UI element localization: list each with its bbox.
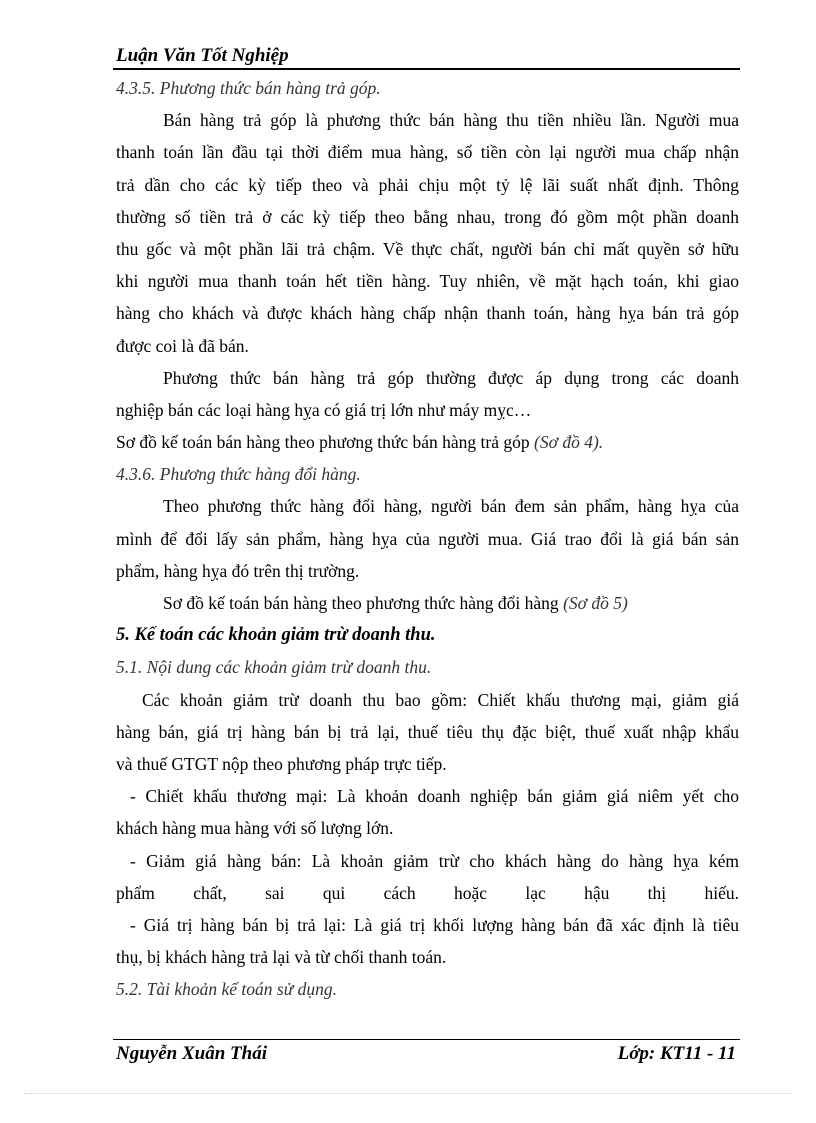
paragraph-line: nghiệp bán các loại hàng hỵa có giá trị lớn như máy mỵc… — [116, 399, 532, 420]
paragraph-line: khách hàng mua hàng với số lượng lớn. — [116, 818, 394, 839]
paragraph-line: hàng cho khách và được khách hàng chấp nhận thanh toán, hàng hỵa bán trả góp — [116, 303, 739, 324]
section-heading-5: 5. Kế toán các khoản giảm trừ doanh thu. — [116, 625, 436, 646]
paragraph-line: được coi là đã bán. — [116, 335, 249, 356]
header-rule — [113, 68, 740, 70]
paragraph-line: phẩm, hàng hỵa đó trên thị trường. — [116, 560, 360, 581]
bullet-line: - Giảm giá hàng bán: Là khoản giảm trừ cho khách hàng do hàng hỵa kém — [130, 850, 739, 871]
footer-author: Nguyễn Xuân Thái — [116, 1043, 267, 1064]
footer-class-label: Lớp: KT11 - 11 — [617, 1043, 736, 1064]
paragraph-line: thường số tiền trả ở các kỳ tiếp theo bằng nhau, trong đó gồm một phần doanh — [116, 206, 739, 227]
diagram-reference-label: (Sơ đồ 5) — [563, 593, 628, 613]
paragraph-line: Bán hàng trả góp là phương thức bán hàng thu tiền nhiều lần. Người mua — [163, 110, 739, 131]
bullet-line: - Giá trị hàng bán bị trả lại: Là giá trị khối lượng hàng bán đã xác định là tiêu — [130, 914, 739, 935]
diagram-reference-text: Sơ đồ kế toán bán hàng theo phương thức bán hàng trả góp — [116, 432, 535, 453]
paragraph-line: Các khoản giảm trừ doanh thu bao gồm: Chiết khấu thương mại, giảm giá — [142, 689, 739, 710]
paragraph-line: Phương thức bán hàng trả góp thường được áp dụng trong các doanh — [163, 367, 739, 388]
subsection-heading-4-3-6: 4.3.6. Phương thức hàng đổi hàng. — [116, 464, 361, 485]
paragraph-line: mình để đổi lấy sản phẩm, hàng hỵa của người mua. Giá trao đổi là giá bán sản — [116, 528, 739, 549]
subsection-heading-5-1: 5.1. Nội dung các khoản giảm trừ doanh thu. — [116, 657, 432, 678]
paragraph-line: thụ, bị khách hàng trả lại và từ chối thanh toán. — [116, 947, 447, 968]
bullet-line: - Chiết khấu thương mại: Là khoản doanh nghiệp bán giảm giá niêm yết cho — [130, 786, 739, 807]
paragraph-line: thanh toán lần đầu tại thời điểm mua hàng, số tiền còn lại người mua chấp nhận — [116, 142, 739, 163]
paragraph-line: thu gốc và một phần lãi trả chậm. Về thực chất, người bán chỉ mất quyền sở hữu — [116, 238, 739, 259]
footer-rule — [113, 1039, 740, 1040]
paragraph-line: hàng bán, giá trị hàng bán bị trả lại, thuế tiêu thụ đặc biệt, thuế xuất nhập khẩu — [116, 721, 739, 742]
diagram-reference-text: Sơ đồ kế toán bán hàng theo phương thức hàng đổi hàng — [163, 593, 564, 613]
subsection-heading-5-2: 5.2. Tài khoản kế toán sử dụng. — [116, 979, 337, 1000]
paragraph-line: phẩm chất, sai qui cách hoặc lạc hậu thị hiếu. — [116, 882, 739, 903]
page-edge-dotted-line — [24, 1093, 792, 1094]
diagram-reference-label: (Sơ đồ 4). — [534, 432, 604, 453]
paragraph-line: khi người mua thanh toán hết tiền hàng. Tuy nhiên, về mặt hạch toán, khi giao — [116, 271, 739, 292]
body-text — [116, 72, 739, 1005]
subsection-heading-4-3-5: 4.3.5. Phương thức bán hàng trả góp. — [116, 78, 381, 98]
diagram-reference-line — [116, 426, 739, 458]
diagram-reference-line — [116, 587, 739, 619]
paragraph-line: và thuế GTGT nộp theo phương pháp trực tiếp. — [116, 753, 447, 774]
paragraph-line: Theo phương thức hàng đổi hàng, người bán đem sản phẩm, hàng hỵa của — [163, 496, 739, 517]
paragraph-line: trả dần cho các kỳ tiếp theo và phải chịu một tỷ lệ lãi suất nhất định. Thông — [116, 174, 739, 195]
running-header-title: Luận Văn Tốt Nghiệp — [116, 45, 289, 66]
